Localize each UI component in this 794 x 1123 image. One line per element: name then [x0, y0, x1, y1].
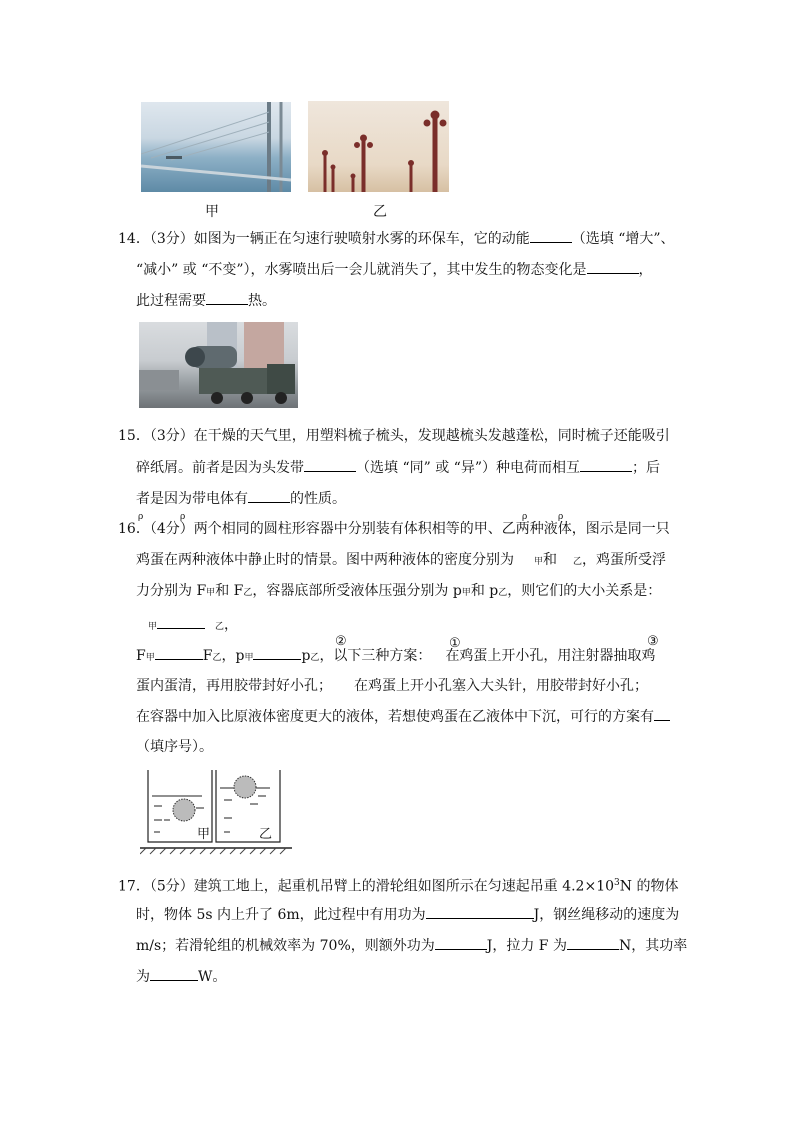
q14-number: 14．	[118, 231, 150, 247]
rho-symbol: ρ	[138, 512, 144, 522]
q16-text: ，p	[221, 648, 245, 664]
q15-line-2	[136, 457, 660, 478]
q17-text: N 的物体	[619, 878, 679, 895]
q15-blank-3[interactable]	[248, 488, 290, 503]
q14-line-3	[136, 290, 276, 311]
q15-score: （3分）	[149, 428, 194, 444]
q14-text: 此过程需要	[136, 293, 206, 309]
q14-text: “减小” 或 “不变”），水雾喷出后一会儿就消失了，其中发生的物态变化是	[136, 262, 587, 278]
q17-blank-1[interactable]	[426, 904, 534, 919]
q16-text: 在容器中加入比原液体密度更大的液体，若想使鸡蛋在乙液体中下沉，可行的方案有	[136, 709, 654, 725]
q16-number: 16．	[118, 521, 150, 537]
q16-text: 力分别为 F	[136, 583, 207, 599]
circled-number-2: ②	[335, 634, 347, 649]
q14-text: ，	[638, 262, 653, 278]
q16-text: 蛋内蛋清，再用胶带封好小孔；	[136, 678, 332, 694]
q16-text: F	[202, 648, 213, 664]
q14-blank-1[interactable]	[530, 228, 572, 243]
subscript-jia: 甲	[534, 557, 544, 567]
q17-blank-3[interactable]	[567, 935, 619, 950]
q17-line-3	[136, 935, 687, 956]
q14-blank-3[interactable]	[206, 290, 248, 305]
q14-text: （选填 “增大”、	[571, 231, 675, 247]
q16-text: 鸡蛋在两种液体中静止时的情景。图中两种液体的密度分别为	[136, 552, 514, 568]
circled-number-1: ①	[449, 636, 461, 651]
q16-text: p	[301, 648, 311, 664]
q17-text: J，拉力 F 为	[486, 938, 567, 954]
q16-text: 和 F	[215, 583, 244, 599]
q14-blank-2[interactable]	[587, 259, 639, 274]
q17-line-4	[136, 966, 226, 987]
q14-text: 如图为一辆正在匀速行驶喷射水雾的环保车，它的动能	[193, 231, 530, 247]
q17-text: W。	[198, 969, 227, 985]
q15-text: 的性质。	[290, 491, 346, 507]
q14-score: （3分）	[149, 231, 194, 247]
subscript-yi: 乙	[310, 653, 320, 663]
q15-text: 者是因为带电体有	[136, 491, 248, 507]
q15-text: 碎纸屑。前者是因为头发带	[136, 460, 304, 476]
container-label-jia: 甲	[197, 827, 211, 842]
figure-label-jia: 甲	[205, 204, 219, 220]
q16-line-3	[136, 581, 661, 603]
q16-line-8	[136, 737, 213, 757]
q17-text: N，其功率	[618, 938, 688, 954]
q17-line-1	[118, 873, 678, 897]
subscript-yi: 乙	[212, 653, 222, 663]
q16-line-4	[148, 614, 238, 637]
subscript-jia: 甲	[206, 588, 216, 598]
q17-text: J，钢丝绳移动的速度为	[533, 907, 680, 923]
q17-text: 建筑工地上，起重机吊臂上的滑轮组如图所示在匀速起吊重 4.2×10	[193, 878, 615, 895]
subscript-jia: 甲	[244, 653, 254, 663]
q16-text: ，则它们的大小关系是：	[507, 583, 662, 599]
q16-text: 在鸡蛋上开小孔，用注射器抽取鸡	[445, 648, 656, 664]
q14-line-2	[136, 259, 653, 280]
photo-mist-cannon-truck	[139, 322, 298, 408]
q15-blank-2[interactable]	[580, 457, 632, 472]
subscript-yi: 乙	[215, 622, 225, 632]
subscript-yi: 乙	[573, 557, 583, 567]
photo-street-lamps	[308, 101, 449, 192]
q15-blank-1[interactable]	[304, 457, 356, 472]
q16-text: 在鸡蛋上开小孔塞入大头针，用胶带封好小孔；	[354, 678, 648, 694]
subscript-jia: 甲	[148, 622, 158, 632]
q16-blank-3[interactable]	[253, 645, 301, 660]
q16-text: （填序号）。	[136, 739, 213, 755]
q17-text: m/s；若滑轮组的机械效率为 70%，则额外功为	[136, 938, 435, 954]
bridge-illustration	[141, 102, 291, 192]
q17-text: 时，物体 5s 内上升了 6m，此过程中有用功为	[136, 907, 426, 923]
q15-text: （选填 “同” 或 “异”）种电荷而相互	[356, 460, 580, 476]
q16-line-2	[136, 550, 666, 572]
street-lamps-illustration	[308, 101, 449, 192]
circled-number-3: ③	[647, 634, 659, 649]
q16-line-6	[136, 676, 648, 696]
q17-blank-4[interactable]	[150, 966, 198, 981]
q16-text: F	[136, 648, 146, 664]
q17-score: （5分）	[149, 878, 194, 895]
q15-text: 在干燥的天气里，用塑料梳子梳头，发现越梳头发越蓬松，同时梳子还能吸引	[193, 428, 670, 444]
figure-label-yi: 乙	[373, 204, 387, 220]
q15-line-3	[136, 488, 346, 509]
q16-text: ，容器底部所受液体压强分别为 p	[252, 583, 462, 599]
q16-score: （4分）	[149, 521, 194, 537]
rho-symbol: ρ	[522, 512, 528, 522]
subscript-yi: 乙	[243, 588, 253, 598]
rho-symbol: ρ	[180, 512, 186, 522]
superscript: 3	[614, 878, 620, 888]
q14-line-1	[118, 228, 675, 249]
subscript-jia: 甲	[145, 653, 155, 663]
q15-text: ；后	[631, 460, 660, 476]
q16-blank-2[interactable]	[155, 645, 203, 660]
rho-symbol: ρ	[558, 512, 564, 522]
q15-number: 15．	[118, 428, 150, 444]
q16-text: 和 p	[470, 583, 499, 599]
q16-blank-1[interactable]	[157, 614, 205, 629]
q16-text: 和	[543, 552, 558, 568]
q16-line-7	[136, 706, 670, 727]
q16-text: ，鸡蛋所受浮	[582, 552, 667, 568]
q15-line-1	[118, 426, 670, 446]
q16-text: ，	[224, 617, 239, 633]
egg-containers-figure	[140, 770, 292, 856]
subscript-yi: 乙	[498, 588, 508, 598]
q16-blank-4[interactable]	[654, 706, 670, 721]
photo-bridge-fog	[141, 102, 291, 192]
q14-text: 热。	[248, 293, 276, 309]
q17-text: 为	[136, 969, 150, 985]
subscript-jia: 甲	[461, 588, 471, 598]
q16-text: ，以下三种方案：	[319, 648, 432, 664]
truck-illustration	[139, 322, 298, 408]
q16-line-1	[118, 519, 670, 539]
q16-line-5	[136, 645, 655, 668]
container-label-yi: 乙	[259, 827, 273, 842]
q17-line-2	[136, 904, 679, 925]
q17-number: 17．	[118, 878, 150, 895]
q16-text: 两个相同的圆柱形容器中分别装有体积相等的甲、乙两种液体，图示是同一只	[193, 521, 670, 537]
q17-blank-2[interactable]	[435, 935, 487, 950]
